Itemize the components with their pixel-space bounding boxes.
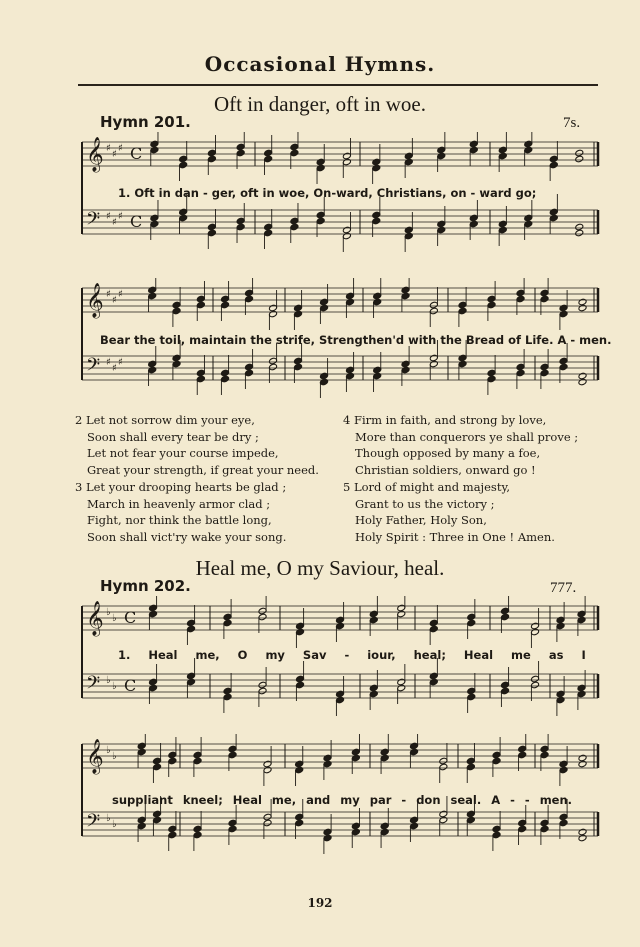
verse-3: 3 Let your drooping hearts be glad ; March in heavenly armor clad ; Fight, nor think the battle long, Soon shall vict'ry wake your song.	[75, 480, 287, 544]
svg-text:𝄢: 𝄢	[86, 673, 101, 698]
svg-text:♯: ♯	[118, 143, 123, 154]
svg-text:♯: ♯	[106, 211, 111, 222]
svg-text:𝄢: 𝄢	[86, 811, 101, 836]
svg-text:𝄞: 𝄞	[86, 739, 104, 774]
hymn-201-number: Hymn 201.	[100, 113, 191, 131]
svg-text:♭: ♭	[106, 675, 111, 686]
svg-text:𝄞: 𝄞	[86, 283, 104, 318]
svg-text:♯: ♯	[112, 363, 117, 374]
svg-text:C: C	[124, 608, 137, 627]
svg-text:♯: ♯	[106, 289, 111, 300]
hymn-202-number: Hymn 202.	[100, 577, 191, 595]
svg-text:𝄞: 𝄞	[86, 137, 104, 172]
svg-text:C: C	[124, 676, 137, 695]
hymn-201-lyric-line-1: 1. Oft in dan - ger, oft in woe, On-ward, Christians, on - ward go;	[118, 186, 537, 200]
hymn-202-meter: 777.	[550, 580, 577, 596]
hymn-201-title: Oft in danger, oft in woe.	[213, 92, 427, 116]
svg-text:♭: ♭	[112, 681, 117, 692]
verse-2: 2 Let not sorrow dim your eye, Soon shall every tear be dry ; Let not fear your course impede, Great your strength, if great your need.	[75, 413, 319, 477]
hymn-201-meter: 7s.	[563, 115, 581, 131]
verse-5: 5 Lord of might and majesty, Grant to us the victory ; Holy Father, Holy Son, Holy Spirit : Three in One ! Amen.	[343, 480, 555, 544]
svg-text:♭: ♭	[106, 607, 111, 618]
svg-text:𝄢: 𝄢	[86, 209, 101, 234]
page-number: 192	[307, 896, 333, 910]
svg-text:♯: ♯	[106, 357, 111, 368]
verse-4: 4 Firm in faith, and strong by love, More than conquerors ye shall prove ; Though opposed by many a foe, Christian soldiers, onward go !	[343, 413, 579, 477]
svg-text:𝄢: 𝄢	[86, 355, 101, 380]
svg-text:♭: ♭	[112, 819, 117, 830]
svg-text:♯: ♯	[118, 211, 123, 222]
hymn-202-title: Heal me, O my Saviour, heal.	[195, 556, 445, 580]
svg-text:♯: ♯	[112, 295, 117, 306]
svg-text:♯: ♯	[112, 149, 117, 160]
hymn-202-lyric-line-1: 1. Heal me, O my Sav - iour, heal; Heal me as I	[118, 648, 586, 662]
svg-text:♯: ♯	[112, 217, 117, 228]
header-rule	[78, 84, 598, 86]
svg-text:C: C	[130, 212, 143, 231]
svg-text:𝄞: 𝄞	[86, 601, 104, 636]
svg-text:♭: ♭	[112, 613, 117, 624]
svg-text:♭: ♭	[106, 813, 111, 824]
svg-text:♯: ♯	[106, 143, 111, 154]
hymn-202-lyric-line-2: suppliant kneel; Heal me, and my par - don seal. A - - men.	[112, 793, 573, 807]
svg-text:♭: ♭	[106, 745, 111, 756]
hymn-201-lyric-line-2: Bear the toil, maintain the strife, Strengthen'd with the Bread of Life. A - men.	[100, 333, 612, 347]
svg-text:♯: ♯	[118, 289, 123, 300]
svg-text:C: C	[130, 144, 143, 163]
svg-text:♭: ♭	[112, 751, 117, 762]
svg-text:♯: ♯	[118, 357, 123, 368]
page-header: Occasional Hymns.	[204, 52, 436, 76]
